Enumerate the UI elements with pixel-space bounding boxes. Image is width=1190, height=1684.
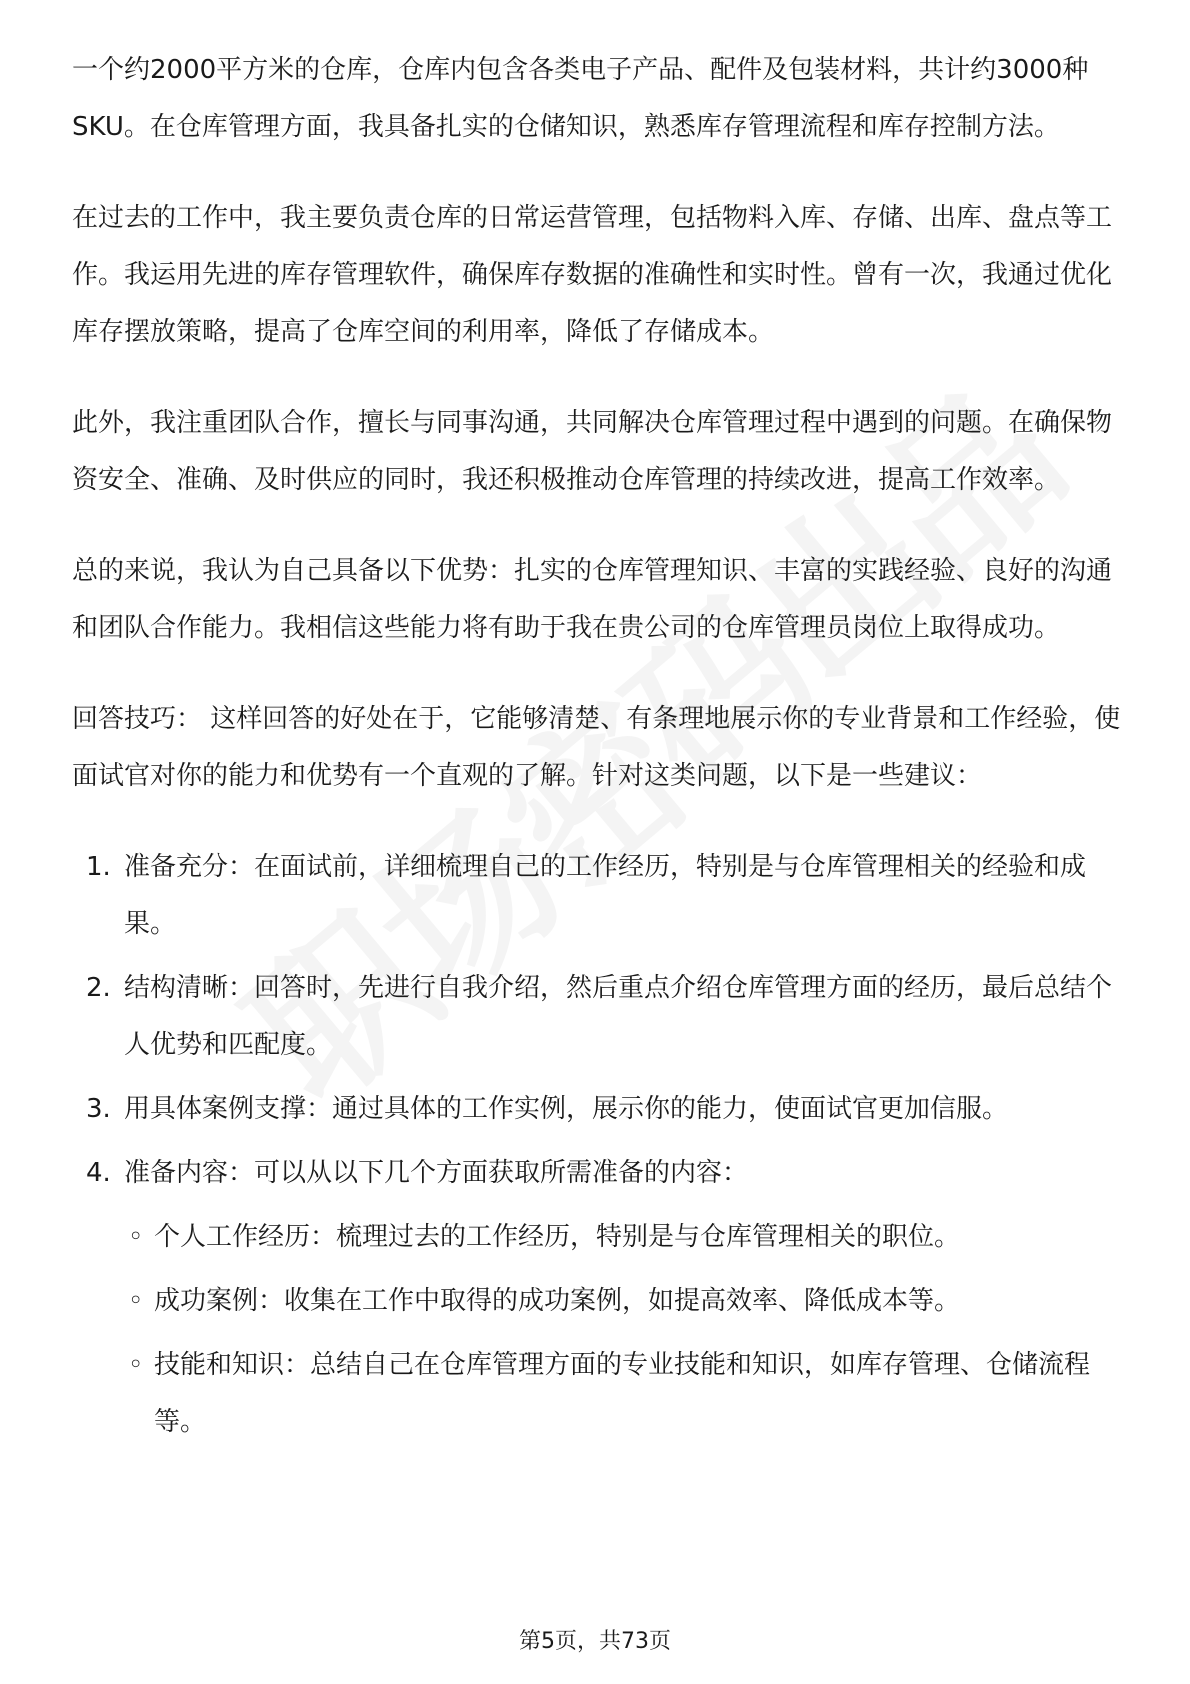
paragraph: 回答技巧： 这样回答的好处在于，它能够清楚、有条理地展示你的专业背景和工作经验，使面试官对你的能力和优势有一个直观的了解。针对这类问题，以下是一些建议： xyxy=(72,704,1121,791)
list-number: 2. xyxy=(86,973,111,1003)
list-item xyxy=(72,1145,1122,1202)
list-item xyxy=(72,960,1122,1074)
list-item-text: 用具体案例支撑：通过具体的工作实例，展示你的能力，使面试官更加信服。 xyxy=(124,1094,1009,1124)
sub-list-item xyxy=(124,1273,1122,1330)
bullet-icon: ◦ xyxy=(128,1222,144,1252)
page-number: 第5页，共73页 xyxy=(519,1629,671,1654)
sub-list-item-text: 成功案例：收集在工作中取得的成功案例，如提高效率、降低成本等。 xyxy=(154,1286,961,1316)
sub-list xyxy=(72,1209,1122,1451)
sub-list-item xyxy=(124,1337,1122,1451)
list-item-text: 准备内容：可以从以下几个方面获取所需准备的内容： xyxy=(124,1158,749,1188)
paragraph: 一个约2000平方米的仓库，仓库内包含各类电子产品、配件及包装材料，共计约3000种SKU。在仓库管理方面，我具备扎实的仓储知识，熟悉库存管理流程和库存控制方法。 xyxy=(72,55,1089,142)
list-item-text: 准备充分：在面试前，详细梳理自己的工作经历，特别是与仓库管理相关的经验和成果。 xyxy=(124,852,1087,939)
document-body xyxy=(72,42,1122,1458)
tips-list xyxy=(72,839,1122,1451)
list-item xyxy=(72,1081,1122,1138)
list-number: 4. xyxy=(86,1158,111,1188)
list-item xyxy=(72,839,1122,953)
bullet-icon: ◦ xyxy=(128,1286,144,1316)
paragraph: 此外，我注重团队合作，擅长与同事沟通，共同解决仓库管理过程中遇到的问题。在确保物资安全、准确、及时供应的同时，我还积极推动仓库管理的持续改进，提高工作效率。 xyxy=(72,408,1113,495)
list-number: 1. xyxy=(86,852,111,882)
list-item-text: 结构清晰：回答时，先进行自我介绍，然后重点介绍仓库管理方面的经历，最后总结个人优势和匹配度。 xyxy=(124,973,1113,1060)
list-number: 3. xyxy=(86,1094,111,1124)
sub-list-item-text: 个人工作经历：梳理过去的工作经历，特别是与仓库管理相关的职位。 xyxy=(154,1222,961,1252)
sub-list-item xyxy=(124,1209,1122,1266)
paragraph: 总的来说，我认为自己具备以下优势：扎实的仓库管理知识、丰富的实践经验、良好的沟通和团队合作能力。我相信这些能力将有助于我在贵公司的仓库管理员岗位上取得成功。 xyxy=(72,556,1113,643)
paragraph: 在过去的工作中，我主要负责仓库的日常运营管理，包括物料入库、存储、出库、盘点等工作。我运用先进的库存管理软件，确保库存数据的准确性和实时性。曾有一次，我通过优化库存摆放策略，提高了仓库空间的利用率，降低了存储成本。 xyxy=(72,203,1113,347)
bullet-icon: ◦ xyxy=(128,1350,144,1380)
sub-list-item-text: 技能和知识：总结自己在仓库管理方面的专业技能和知识，如库存管理、仓储流程等。 xyxy=(154,1350,1091,1437)
